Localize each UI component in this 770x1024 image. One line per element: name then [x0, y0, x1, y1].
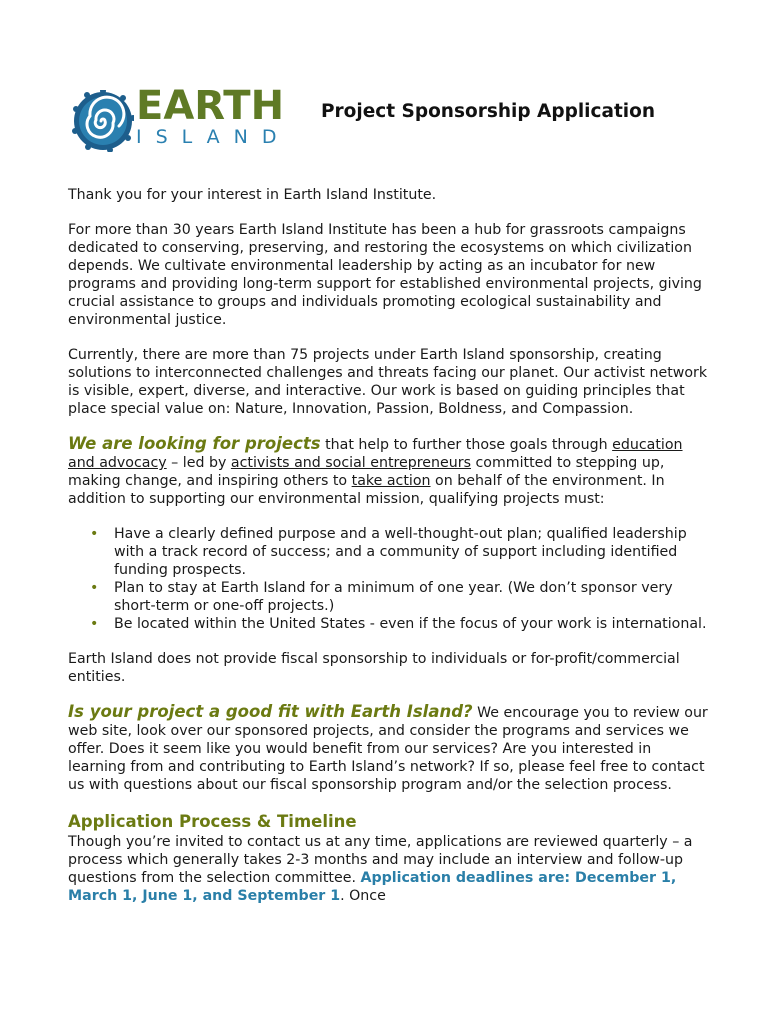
- list-item-text: Have a clearly defined purpose and a well-thought-out plan; qualified leadership with a track record of success; and a community of support including identified funding prospects.: [114, 526, 687, 578]
- list-item-text: Be located within the United States - even if the focus of your work is international.: [114, 616, 707, 632]
- bullet-icon: •: [90, 526, 99, 542]
- fit-heading: Is your project a good fit with Earth Island?: [68, 702, 473, 721]
- looking-paragraph: [68, 435, 708, 508]
- logo-text-island: ISLAND: [136, 126, 291, 148]
- looking-text-3: committed to stepping up, making change, and inspiring others to: [68, 455, 665, 489]
- looking-heading: We are looking for projects: [68, 434, 321, 453]
- process-text: Though you’re invited to contact us at any time, applications are reviewed quarterly – a process which generally takes 2-3 months and may include an interview and follow-up questions from the selection committee.: [68, 834, 693, 886]
- spiral-logo-icon: [72, 90, 134, 152]
- bullet-icon: •: [90, 616, 99, 632]
- looking-text-4: on behalf of the environment. In addition to supporting our environmental mission, qualifying projects must:: [68, 473, 665, 507]
- page-title: Project Sponsorship Application: [321, 101, 656, 122]
- education-advocacy-text: education and advocacy: [68, 437, 683, 471]
- take-action-text: take action: [351, 473, 431, 489]
- history-paragraph: For more than 30 years Earth Island Institute has been a hub for grassroots campaigns dedicated to conserving, preserving, and restoring the ecosystems on which civilization depends. We cultivate environmental leadership by acting as an incubator for new programs and providing long-term support for established environmental projects, giving crucial assistance to groups and individuals promoting ecological sustainability and environmental justice.: [68, 222, 702, 328]
- deadlines-text: Application deadlines are: December 1, March 1, June 1, and September 1: [68, 870, 677, 904]
- list-item: [90, 525, 708, 579]
- document-body: [68, 186, 708, 922]
- looking-text-1: that help to further those goals through: [320, 437, 613, 453]
- bullet-icon: •: [90, 580, 99, 596]
- earth-island-logo: [72, 83, 291, 154]
- list-item-text: Plan to stay at Earth Island for a minimum of one year. (We don’t sponsor very short-term or one-off projects.): [114, 580, 673, 614]
- activists-text: activists and social entrepreneurs: [230, 455, 471, 471]
- projects-paragraph: Currently, there are more than 75 projects under Earth Island sponsorship, creating solutions to interconnected challenges and threats facing our planet. Our activist network is visible, expert, diverse, and interactive. Our work is based on guiding principles that place special value on: Nature, Innovation, Passion, Boldness, and Compassion.: [68, 347, 708, 417]
- logo-text-earth: EARTH: [136, 83, 285, 129]
- intro-paragraph: Thank you for your interest in Earth Island Institute.: [68, 187, 437, 203]
- fiscal-paragraph: Earth Island does not provide fiscal sponsorship to individuals or for-profit/commercial entities.: [68, 651, 680, 685]
- list-item: [90, 615, 708, 633]
- process-heading: Application Process & Timeline: [68, 812, 357, 831]
- fit-text: We encourage you to review our web site, look over our sponsored projects, and consider the programs and services we offer. Does it seem like you would benefit from our services? Are you interested in learning from and contributing to Earth Island’s network? If so, please feel free to contact us with questions about our fiscal sponsorship program and/or the selection process.: [68, 705, 708, 793]
- process-paragraph: [68, 833, 708, 905]
- list-item: [90, 579, 708, 615]
- looking-text-2: – led by: [166, 455, 231, 471]
- requirements-list: [68, 525, 708, 633]
- process-tail: . Once: [340, 888, 386, 904]
- fit-paragraph: [68, 703, 708, 794]
